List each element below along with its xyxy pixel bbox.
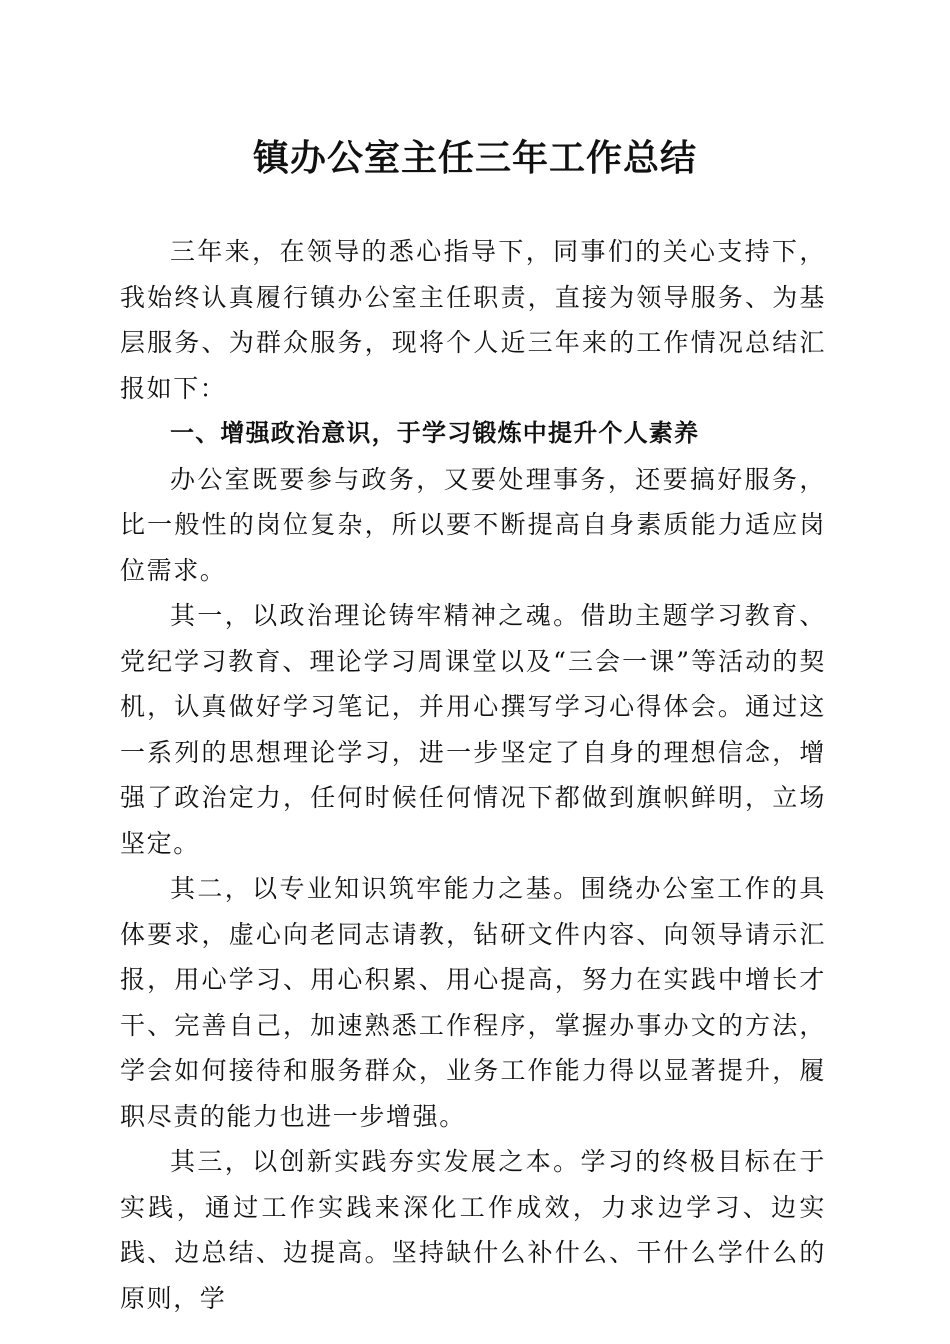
body-paragraph: 其一，以政治理论铸牢精神之魂。借助主题学习教育、党纪学习教育、理论学习周课堂以及“三会一课”等活动的契机，认真做好学习笔记，并用心撰写学习心得体会。通过这一系列的思想理论学习，进一步坚定了自身的理想信念，增强了政治定力，任何时候任何情况下都做到旗帜鲜明，立场坚定。 bbox=[120, 601, 826, 858]
document-body bbox=[120, 229, 826, 1321]
body-paragraph: 其二，以专业知识筑牢能力之基。围绕办公室工作的具体要求，虚心向老同志请教，钻研文件内容、向领导请示汇报，用心学习、用心积累、用心提高，努力在实践中增长才干、完善自己，加速熟悉工作程序，掌握办事办文的方法，学会如何接待和服务群众，业务工作能力得以显著提升，履职尽责的能力也进一步增强。 bbox=[120, 874, 826, 1131]
section-heading-1: 一、增强政治意识，于学习锻炼中提升个人素养 bbox=[170, 419, 700, 447]
body-paragraph: 办公室既要参与政务，又要处理事务，还要搞好服务，比一般性的岗位复杂，所以要不断提高自身素质能力适应岗位需求。 bbox=[120, 464, 826, 585]
intro-paragraph: 三年来，在领导的悉心指导下，同事们的关心支持下，我始终认真履行镇办公室主任职责，直接为领导服务、为基层服务、为群众服务，现将个人近三年来的工作情况总结汇报如下： bbox=[120, 237, 826, 403]
document-title: 镇办公室主任三年工作总结 bbox=[252, 137, 697, 179]
body-paragraph: 其三，以创新实践夯实发展之本。学习的终极目标在于实践，通过工作实践来深化工作成效，力求边学习、边实践、边总结、边提高。坚持缺什么补什么、干什么学什么的原则，学 bbox=[120, 1147, 826, 1313]
